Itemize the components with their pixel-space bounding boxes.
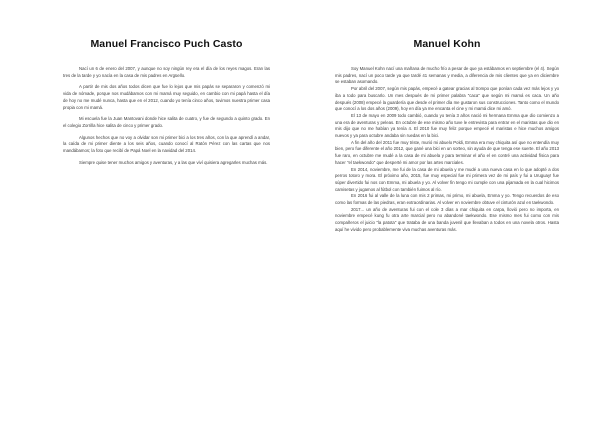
left-paragraph: Nací un 6 de enero del 2007, y aunque no soy ningún rey era el día de los reyes magos. Eran las tres de la tarde y yo nacía en la casa de mis padres en Argüello. xyxy=(63,66,270,78)
left-paragraph: A partir de mis dos años todos dicen que fue lo lejos que mis papás se separaron y comenzó mi vida de nómade, porque nos mudábamos con mi mamá muy seguido, en cambio con mi papá hasta el día de hoy no me mudé nunca, hasta que en el 2012, cuando yo tenía cinco años, tuvimos nuestra primer casa propia con mi mamá. xyxy=(63,84,270,110)
left-page-title: Manuel Francisco Puch Casto xyxy=(90,38,243,50)
left-paragraph: Mi escuela fue la Juan Mantovani donde hice salita de cuatro, y fue de segundo a quinto grado. En el colegio Zorrilla hice salita de cinco y primer grado. xyxy=(63,116,270,128)
left-paragraph: Siempre quise tener muchos amigos y aventuras, y a las que viví quisiera agregarles muchas más. xyxy=(79,159,268,165)
right-paragraph: A fin del año del 2011 fue muy triste, murió mi abuelo Poldi, Emma era muy chiquita así que no entendía muy bien, pero fue diferente el año 2012, que gané una bici en un sorteo, sin ayuda de que tenga ese suerte. El año 2013 fue raro, en octubre me mudé a la casa de mi abuela y para terminar el año el en contré una actividad física para hacer "el taekwondo" que desperté mi amor por las artes marciales. xyxy=(335,139,559,165)
right-page-title: Manuel Kohn xyxy=(413,38,481,50)
right-paragraph: En 2016 fui al valle de la luna con mis 2 primas, mi primo, mi abuela, Emma y yo. Tengo recuerdos de eso como las formas de las piedras, eran extraordinarias. Al volver en noviembre obtuve el cinturón azul en taekwondo. xyxy=(335,193,559,206)
right-paragraph: 2017... un año de aventuras fui con el cole 3 días a mar chiquita en carpa, llovió pero no importa, en noviembre empecé kung fu otra arte marcial pero no abandoné taekwondo. Ese mismo mes fui como con mis compañeros el juicio "la patota" que trataba de una banda juvenil que llevaban a todos en una novela otros. Hasta aquí he vivido pero probablemente viva muchas aventuras más. xyxy=(335,206,559,232)
right-paragraph: En 2014, noviembre, me fui de la casa de mi abuela y me mudé a una nueva casa en lo que adopté a dos perros totoro y mora. El próximo año, 2015, fue muy especial fue mi primera vez de mi país y fui a Uruguay! fue súper divertido fui nos con Emma, mi abuela y yo. Al volver fin tengo mi cumple con una pijamada en la cual hicimos camisetas y jugamos al fútbol con también fuimos al río. xyxy=(335,166,559,192)
left-paragraph: Algunos hechos que no voy a olvidar son mi primer bici a los tres años, con la que aprendí a andar, la caída de mi primer diente a los seis años, cuando conocí al Ratón Pérez con las cartas que nos mandábamos; la foto que recibí de Papá Noel en la navidad del 2014. xyxy=(63,134,270,154)
right-paragraph: El 13 de mayo en 2009 todo cambió, cuando yo tenía 3 años nació mi hermana Emma que dio comienzo a una era de aventuras y peleas. En octubre de ese mismo año tuve le entrevista para entrar en el maristas que dio en mis dijo que no me habían ya tenía 4. El 2010 fue muy feliz porque empecé el maristas e hice muchos amigos nuevos y ya para octubre andaba sin ruedas en la bici. xyxy=(335,112,559,139)
right-paragraph: Soy Manuel Kohn nací una mañana de mucho frío a pesar de que ya estábamos en septiembre (el 4). Según mis padres, nací un poco tarde ya que tardé 41 semanas y media, a diferencia de mis clientes que ya en diciembre se estaban asomando. xyxy=(335,66,559,85)
right-page xyxy=(300,0,600,424)
right-paragraph: Por abril del 2007, según mis papás, empecé a gatear gracias al trompo que ponían cada vez más lejos y yo iba a todo para buscarlo. Un mes después de mi primer palabra "caca" que según mi mamá es caca. Un año después (2008) empecé la guardería que desde el primer día me gustaron sus construcciones. Tanto como el mundo que conocí a los dos años (2009), hoy en día ya me encanta el cine y mi mamá dice mi amó. xyxy=(335,86,559,112)
